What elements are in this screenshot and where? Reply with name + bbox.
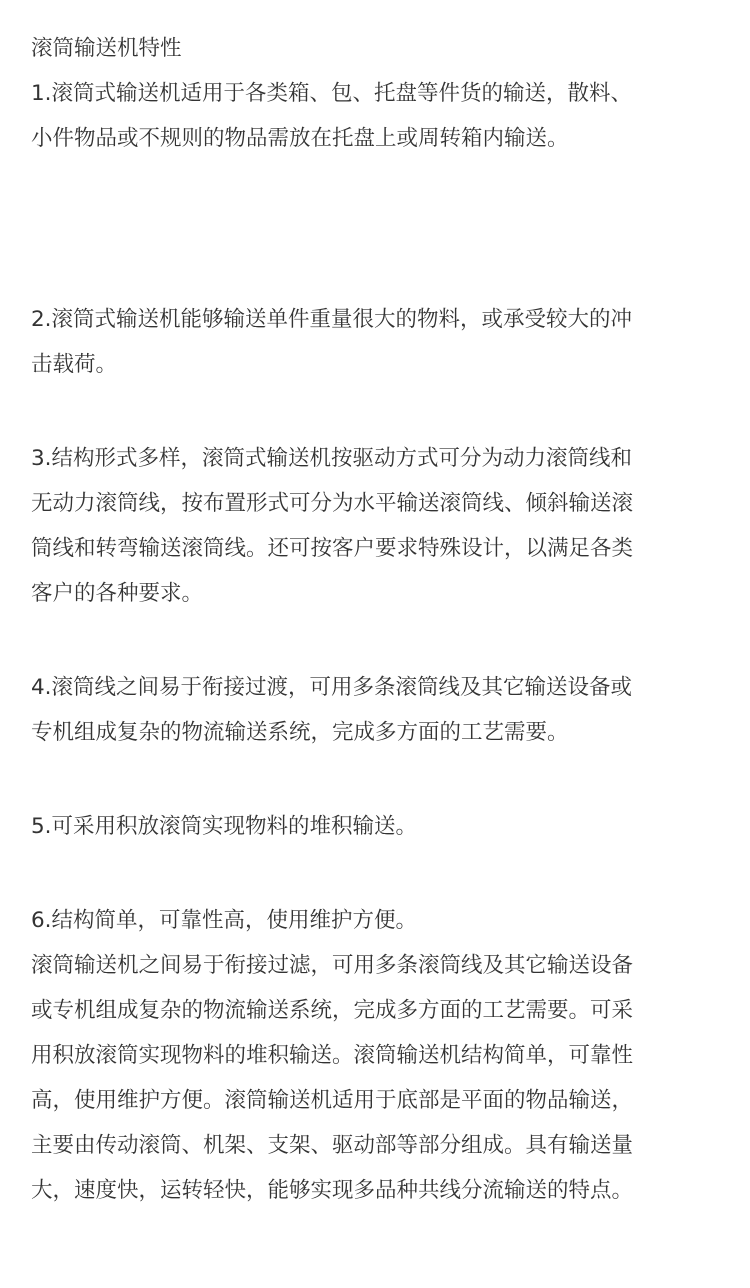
point-3 xyxy=(31,436,721,616)
summary-line-4: 高，使用维护方便。滚筒输送机适用于底部是平面的物品输送， xyxy=(31,1088,634,1113)
point-4-line-2: 专机组成复杂的物流输送系统，完成多方面的工艺需要。 xyxy=(31,720,569,745)
summary-line-2: 或专机组成复杂的物流输送系统，完成多方面的工艺需要。可采 xyxy=(31,998,634,1023)
point-3-line-4: 客户的各种要求。 xyxy=(31,581,204,606)
point-1-line-1: 1.滚筒式输送机适用于各类箱、包、托盘等件货的输送，散料、 xyxy=(31,81,633,106)
point-5-line-1: 5.可采用积放滚筒实现物料的堆积输送。 xyxy=(31,814,418,839)
summary-paragraph xyxy=(31,943,721,1213)
spacer xyxy=(31,387,721,436)
point-1 xyxy=(31,71,721,161)
summary-line-3: 用积放滚筒实现物料的堆积输送。滚筒输送机结构简单，可靠性 xyxy=(31,1043,634,1068)
point-5 xyxy=(31,804,721,849)
summary-line-1: 滚筒输送机之间易于衔接过滤，可用多条滚筒线及其它输送设备 xyxy=(31,953,634,978)
spacer xyxy=(31,755,721,804)
point-3-line-1: 3.结构形式多样，滚筒式输送机按驱动方式可分为动力滚筒线和 xyxy=(31,446,633,471)
point-3-line-2: 无动力滚筒线，按布置形式可分为水平输送滚筒线、倾斜输送滚 xyxy=(31,491,634,516)
summary-line-5: 主要由传动滚筒、机架、支架、驱动部等部分组成。具有输送量 xyxy=(31,1133,634,1158)
point-6 xyxy=(31,898,721,943)
point-4 xyxy=(31,665,721,755)
spacer xyxy=(31,616,721,665)
point-3-line-3: 筒线和转弯输送滚筒线。还可按客户要求特殊设计，以满足各类 xyxy=(31,536,634,561)
point-2-line-2: 击载荷。 xyxy=(31,352,118,377)
point-1-line-2: 小件物品或不规则的物品需放在托盘上或周转箱内输送。 xyxy=(31,126,569,151)
point-2-line-1: 2.滚筒式输送机能够输送单件重量很大的物料，或承受较大的冲 xyxy=(31,307,633,332)
point-6-line-1: 6.结构简单，可靠性高，使用维护方便。 xyxy=(31,908,418,933)
article-title: 滚筒输送机特性 xyxy=(31,36,182,61)
article-body xyxy=(31,26,721,1213)
spacer xyxy=(31,849,721,898)
point-4-line-1: 4.滚筒线之间易于衔接过渡，可用多条滚筒线及其它输送设备或 xyxy=(31,675,633,700)
spacer xyxy=(31,161,721,297)
point-2 xyxy=(31,297,721,387)
summary-line-6: 大，速度快，运转轻快，能够实现多品种共线分流输送的特点。 xyxy=(31,1178,634,1203)
